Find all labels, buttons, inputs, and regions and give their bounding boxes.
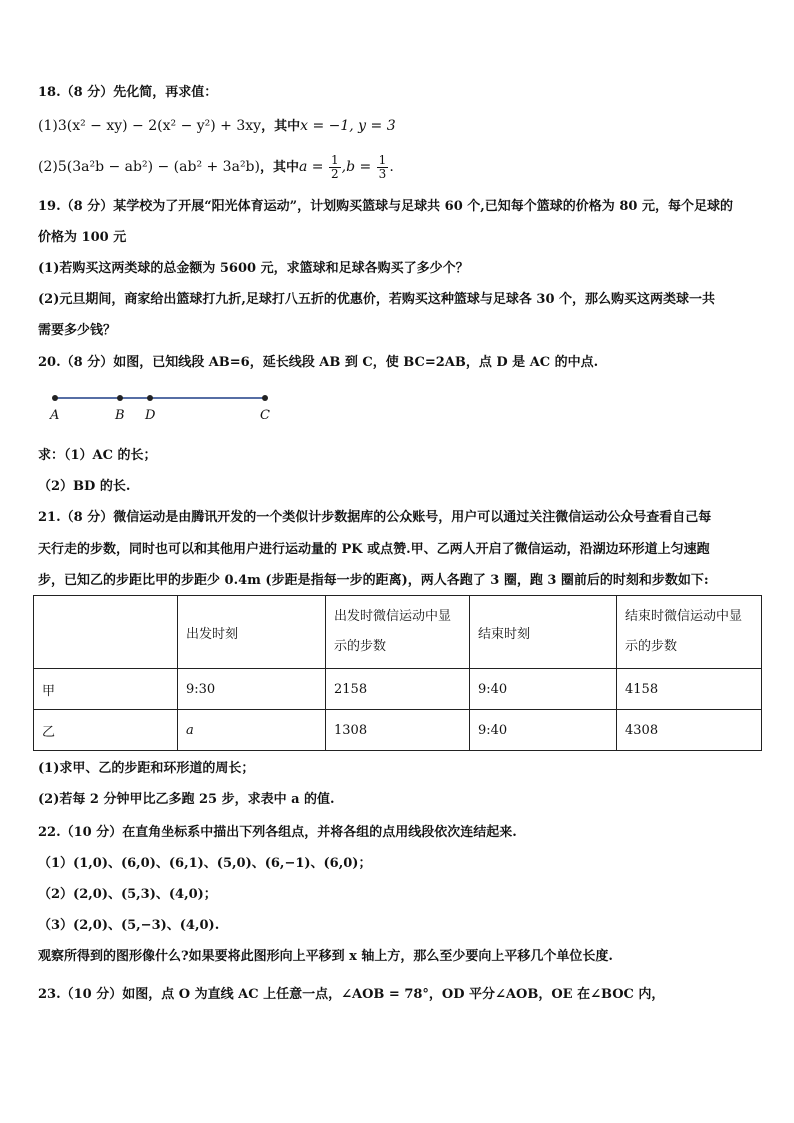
q19-line1: 19.（8 分）某学校为了开展“阳光体育运动”，计划购买篮球与足球共 60 个,已知每个篮球的价格为 80 元，每个足球的 <box>38 199 733 214</box>
q21-line3: 步，已知乙的步距比甲的步距少 0.4m (步距是指每一步的距离)，两人各跑了 3 圈，跑 3 圈前后的时刻和步数如下: <box>38 573 709 588</box>
q18-part2-expr: (2)5(3a²b − ab²) − (ab² + 3a²b) <box>38 159 260 175</box>
q18-part2-end: . <box>389 159 394 175</box>
point-c-dot <box>262 395 268 401</box>
point-d-dot <box>147 395 153 401</box>
table-row <box>34 669 762 710</box>
point-b-dot <box>117 395 123 401</box>
table-header-row <box>34 596 762 669</box>
point-c-label: C <box>260 408 270 423</box>
q20-title: 20.（8 分）如图，已知线段 AB=6，延长线段 AB 到 C，使 BC=2AB，点 D 是 AC 的中点. <box>38 355 599 370</box>
q21-line2: 天行走的步数，同时也可以和其他用户进行运动量的 PK 或点赞.甲、乙两人开启了微信运动，沿湖边环形道上匀速跑 <box>38 542 710 557</box>
q22-group1: （1）(1,0)、(6,0)、(6,1)、(5,0)、(6,−1)、(6,0)； <box>38 856 372 871</box>
q18-part2-a: a = <box>299 159 324 175</box>
q23-line1: 23.（10 分）如图，点 O 为直线 AC 上任意一点，∠AOB = 78°，OD 平分∠AOB，OE 在∠BOC 内， <box>38 987 665 1002</box>
q22-ask: 观察所得到的图形像什么?如果要将此图形向上平移到 x 轴上方，那么至少要向上平移几个单位长度. <box>38 949 613 964</box>
q18-part1 <box>38 117 396 136</box>
table-header-cell: 出发时微信运动中显示的步数 <box>326 596 470 669</box>
table-header-cell: 出发时刻 <box>178 596 326 669</box>
table-cell: 2158 <box>326 669 470 710</box>
table-cell: 4308 <box>617 710 762 751</box>
q19-line2: 价格为 100 元 <box>38 230 127 245</box>
point-d-label: D <box>145 408 156 423</box>
q18-part1-cond: x = −1, y = 3 <box>300 118 396 134</box>
q18-part2 <box>38 152 394 183</box>
q21-table <box>33 595 762 751</box>
table-cell: 9:30 <box>178 669 326 710</box>
q22-group3: （3）(2,0)、(5,−3)、(4,0). <box>38 918 220 933</box>
table-header-cell: 结束时微信运动中显示的步数 <box>617 596 762 669</box>
q21-line1: 21.（8 分）微信运动是由腾讯开发的一个类似计步数据库的公众账号，用户可以通过关注微信运动公众号查看自己每 <box>38 510 712 525</box>
table-cell: 甲 <box>34 669 178 710</box>
table-cell: 9:40 <box>470 710 617 751</box>
point-a-dot <box>52 395 58 401</box>
q18-fraction-a <box>329 154 341 181</box>
q18-part1-expr: (1)3(x² − xy) − 2(x² − y²) + 3xy <box>38 118 262 134</box>
q20-ask2: （2）BD 的长. <box>38 479 131 494</box>
point-b-label: B <box>115 408 125 423</box>
table-cell: 1308 <box>326 710 470 751</box>
q18-fraction-a-num: 1 <box>330 152 339 167</box>
q18-part1-cond-label: ，其中 <box>261 119 301 134</box>
table-cell: 乙 <box>34 710 178 751</box>
q21-sub2: (2)若每 2 分钟甲比乙多跑 25 步，求表中 a 的值. <box>38 792 335 807</box>
q18-part2-cond-label: ，其中 <box>259 160 299 175</box>
q22-title: 22.（10 分）在直角坐标系中描出下列各组点，并将各组的点用线段依次连结起来. <box>38 825 517 840</box>
q18-title: 18.（8 分）先化简，再求值： <box>38 85 218 100</box>
q19-sub1: (1)若购买这两类球的总金额为 5600 元，求篮球和足球各购买了多少个？ <box>38 261 469 276</box>
table-header-cell: 结束时刻 <box>470 596 617 669</box>
q19-sub2-line1: (2)元旦期间，商家给出篮球打九折,足球打八五折的优惠价，若购买这种篮球与足球各 30 个，那么购买这两类球一共 <box>38 292 716 307</box>
q21-sub1: (1)求甲、乙的步距和环形道的周长； <box>38 761 255 776</box>
q22-group2: （2）(2,0)、(5,3)、(4,0)； <box>38 887 217 902</box>
q18-fraction-b-num: 1 <box>378 152 387 167</box>
q18-part2-b: ,b = <box>341 159 372 175</box>
table-cell: 4158 <box>617 669 762 710</box>
table-cell: a <box>178 710 326 751</box>
q19-sub2-line2: 需要多少钱？ <box>38 323 117 338</box>
q20-ask1: 求：（1）AC 的长； <box>38 448 157 463</box>
q18-fraction-b-den: 3 <box>378 166 387 181</box>
point-a-label: A <box>50 408 60 423</box>
table-cell: 9:40 <box>470 669 617 710</box>
q20-segment-figure <box>40 388 290 428</box>
table-row <box>34 710 762 751</box>
table-header-cell <box>34 596 178 669</box>
q18-fraction-b <box>377 154 389 181</box>
q18-fraction-a-den: 2 <box>330 166 339 181</box>
